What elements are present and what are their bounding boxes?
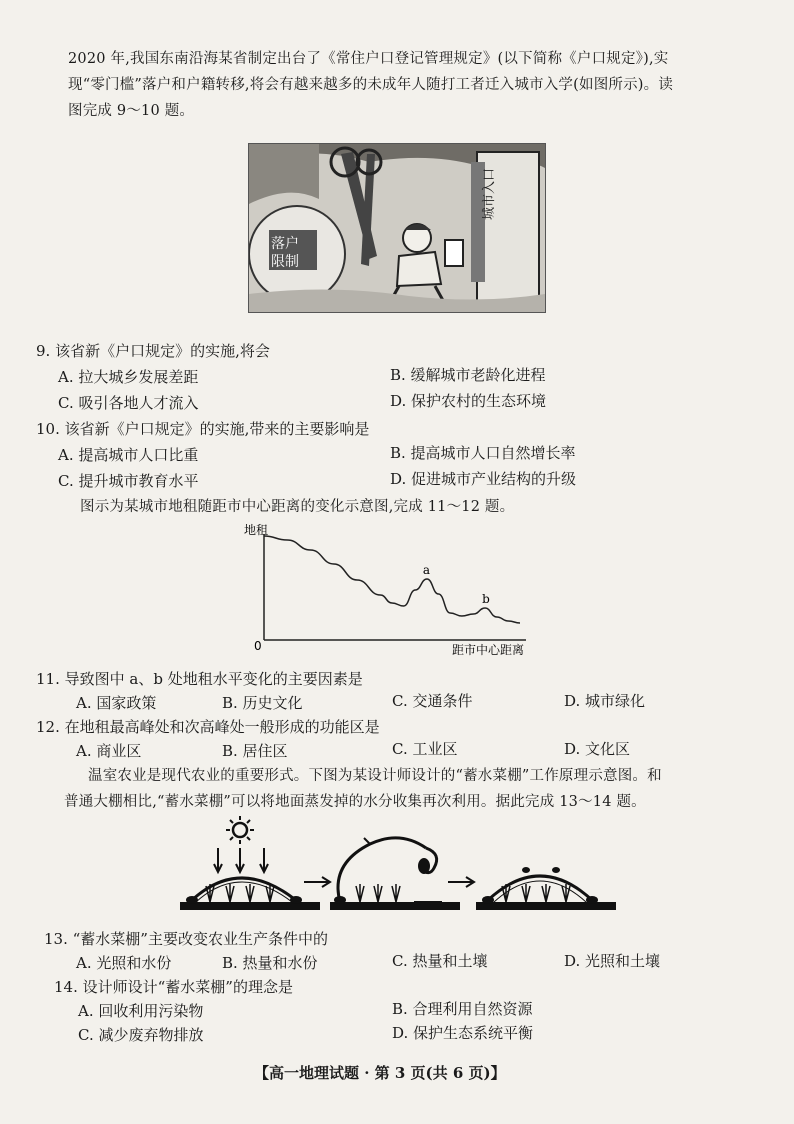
question-14-stem: 14. 设计师设计“蓄水菜棚”的理念是 [54, 978, 293, 996]
greenhouse-diagram [180, 814, 620, 924]
chart-x-label: 距市中心距离 [452, 643, 525, 657]
question-11-option-b[interactable]: B. 历史文化 [222, 694, 303, 712]
question-14-option-c[interactable]: C. 减少废弃物排放 [78, 1026, 204, 1044]
question-13-stem: 13. “蓄水菜棚”主要改变农业生产条件中的 [44, 930, 328, 948]
question-14-option-d[interactable]: D. 保护生态系统平衡 [392, 1024, 534, 1042]
question-13-option-b[interactable]: B. 热量和水份 [222, 954, 318, 972]
greenhouse-stage-2 [330, 838, 460, 910]
intro-13-14-line-1: 温室农业是现代农业的重要形式。下图为某设计师设计的“蓄水菜棚”工作原理示意图。和 [88, 768, 662, 784]
question-9-option-d[interactable]: D. 保护农村的生态环境 [390, 392, 547, 410]
greenhouse-stage-1 [180, 878, 320, 910]
question-11-option-c[interactable]: C. 交通条件 [392, 692, 473, 710]
intro-line-1: 2020 年,我国东南沿海某省制定出台了《常住户口登记管理规定》(以下简称《户口规定》),实 [68, 51, 669, 67]
chart-series-line [264, 536, 520, 623]
question-11-stem: 11. 导致图中 a、b 处地租水平变化的主要因素是 [36, 670, 363, 688]
question-13-option-a[interactable]: A. 光照和水份 [76, 954, 172, 972]
question-12-option-d[interactable]: D. 文化区 [564, 740, 631, 758]
question-11-option-d[interactable]: D. 城市绿化 [564, 692, 646, 710]
cartoon-sign-text-1: 落户 [271, 236, 299, 252]
arrow-icon-2 [448, 877, 474, 887]
question-10-option-b[interactable]: B. 提高城市人口自然增长率 [390, 444, 576, 462]
question-10-option-a[interactable]: A. 提高城市人口比重 [58, 446, 199, 464]
cartoon-sign-text-2: 限制 [271, 254, 299, 270]
question-10-stem: 10. 该省新《户口规定》的实施,带来的主要影响是 [36, 420, 370, 438]
question-14-option-b[interactable]: B. 合理利用自然资源 [392, 1000, 533, 1018]
question-13-option-c[interactable]: C. 热量和土壤 [392, 952, 488, 970]
question-9-option-a[interactable]: A. 拉大城乡发展差距 [58, 368, 199, 386]
chart-peak-a-label: a [422, 563, 431, 577]
sun-icon [226, 816, 254, 844]
cartoon-drawing [249, 144, 545, 312]
question-11-option-a[interactable]: A. 国家政策 [76, 694, 157, 712]
question-12-option-c[interactable]: C. 工业区 [392, 740, 458, 758]
question-10-option-c[interactable]: C. 提升城市教育水平 [58, 472, 199, 490]
intro-line-2: 现“零门槛”落户和户籍转移,将会有越来越多的未成年人随打工者迁入城市入学(如图所示)。读 [68, 77, 674, 93]
greenhouse-stage-3 [476, 867, 616, 910]
arrow-icon-1 [304, 877, 330, 887]
cartoon-illustration [248, 143, 546, 313]
question-12-stem: 12. 在地租最高峰处和次高峰处一般形成的功能区是 [36, 718, 380, 736]
question-12-option-b[interactable]: B. 居住区 [222, 742, 288, 760]
chart-peak-b-label: b [482, 592, 490, 606]
intro-11-12: 图示为某城市地租随距市中心距离的变化示意图,完成 11～12 题。 [80, 499, 515, 515]
question-10-option-d[interactable]: D. 促进城市产业结构的升级 [390, 470, 577, 488]
rent-chart [230, 520, 540, 660]
question-13-option-d[interactable]: D. 光照和土壤 [564, 952, 661, 970]
chart-y-label: 地租 [244, 523, 269, 537]
intro-line-3: 图完成 9～10 题。 [68, 103, 195, 119]
question-9-option-c[interactable]: C. 吸引各地人才流入 [58, 394, 199, 412]
question-9-stem: 9. 该省新《户口规定》的实施,将会 [36, 342, 270, 360]
question-9-option-b[interactable]: B. 缓解城市老龄化进程 [390, 366, 546, 384]
page-footer: 【高一地理试题 · 第 3 页(共 6 页)】 [254, 1064, 506, 1082]
question-14-option-a[interactable]: A. 回收利用污染物 [78, 1002, 204, 1020]
intro-13-14-line-2: 普通大棚相比,“蓄水菜棚”可以将地面蒸发掉的水分收集再次利用。据此完成 13～14 题。 [64, 794, 646, 810]
chart-origin-label: 0 [254, 639, 262, 653]
sunlight-arrows [214, 848, 268, 872]
cartoon-building-text: 城市入口 [482, 167, 497, 220]
question-12-option-a[interactable]: A. 商业区 [76, 742, 142, 760]
